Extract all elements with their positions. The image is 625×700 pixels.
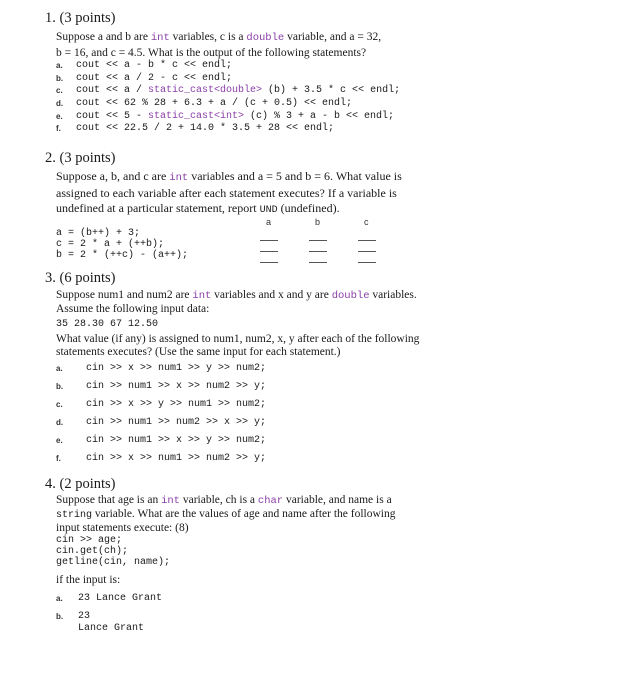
q1-kw-double: double: [246, 32, 285, 44]
q4-title: 4. (2 points): [45, 476, 116, 492]
q3-question: What value (if any) is assigned to num1, num2, x, y after each of the following statements executes? (Use the same input for each statement.): [56, 333, 420, 358]
column-header-b: b: [315, 217, 321, 227]
q1-title: 1. (3 points): [45, 10, 116, 26]
q4-if-input: if the input is:: [56, 574, 121, 586]
und-label: UND: [259, 205, 278, 216]
q1-intro: [56, 30, 576, 60]
column-header-a: a: [266, 217, 272, 227]
q2-title: 2. (3 points): [45, 150, 116, 166]
document-page: 1. (3 points) Suppose a and b are int variables, c is a double variable, and a = 32, b = 16, and c = 4.5. What is the output of the following statements? a. cout << a - b * c << endl; b. cout << a / 2 - c << endl; c. cout << a / static_cast<double> (b) + 3.5 * c << endl; d. cout << 62 % 28 + 6.3 + a / (c + 0.5) << endl; e. cout << 5 - static_cast<int> (c) % 3 + a - b << endl; f. cout << 22.5 / 2 + 14.0 * 3.5 + 28 << endl; 2. (3 points) Suppose a, b, and c are int variables and a = 5 and b = 6. What value is assigned to each variable after each statement executes? If a variable is undefined at a particular statement, report UND (undefined). a b c a = (b++) + 3; c = 2 * a + (++b); b = 2 * (++c) - (a++); 3. (6 points) Suppose num1 and num2 are int variables and x and y are double variables. Assume the following input data: 35 28.30 67 12.50 What value (if any) is assigned to num1, num2, x, y after each of the following statements executes? (Use the same input for each statement.) a. cin >> x >> num1 >> y >> num2; b. cin >> num1 >> x >> num2 >> y; c. cin >> x >> y >> num1 >> num2; d. cin >> num1 >> num2 >> x >> y; e. cin >> num1 >> x >> y >> num2; f. cin >> x >> num1 >> num2 >> y; 4. (2 points) Suppose that age is an int variable, ch is a char variable, and name is a string variable. What are the values of age and name after the following input statements execute: (8) cin >> age; cin.get(ch); getline(cin, name); if the input is: a. 23 Lance Grant b. 23 Lance Grant: [0, 0, 625, 700]
q3-intro: Suppose num1 and num2 are int variables and x and y are double variables. Assume the following input data: 35 28.30 67 12.50: [56, 289, 576, 331]
answer-blank[interactable]: [309, 262, 327, 263]
answer-blank[interactable]: [358, 240, 376, 241]
q1-intro-post: variable, and a = 32,: [284, 31, 382, 43]
answer-blank[interactable]: [260, 262, 278, 263]
q1-intro-line2: b = 16, and c = 4.5. What is the output of the following statements?: [56, 46, 367, 59]
q3-input-data: 35 28.30 67 12.50: [56, 319, 159, 330]
answer-blank[interactable]: [260, 240, 278, 241]
answer-blank[interactable]: [309, 240, 327, 241]
answer-blank[interactable]: [309, 251, 327, 252]
q3-title: 3. (6 points): [45, 270, 116, 286]
q1-intro-pre: Suppose a and b are: [56, 31, 151, 43]
q2-kw-int: int: [169, 172, 189, 184]
answer-blank[interactable]: [358, 262, 376, 263]
answer-blank[interactable]: [260, 251, 278, 252]
q4-intro: Suppose that age is an int variable, ch is a char variable, and name is a string variable. What are the values of age and name after the following input statements execute: (8): [56, 494, 396, 534]
q1-intro-mid: variables, c is a: [169, 31, 247, 43]
q2-intro: Suppose a, b, and c are int variables and a = 5 and b = 6. What value is assigned to each variable after each statement executes? If a variable is undefined at a particular statement, report UND (undefined).: [56, 169, 402, 216]
answer-blank[interactable]: [358, 251, 376, 252]
column-header-c: c: [364, 217, 369, 227]
q1-kw-int: int: [150, 32, 170, 44]
